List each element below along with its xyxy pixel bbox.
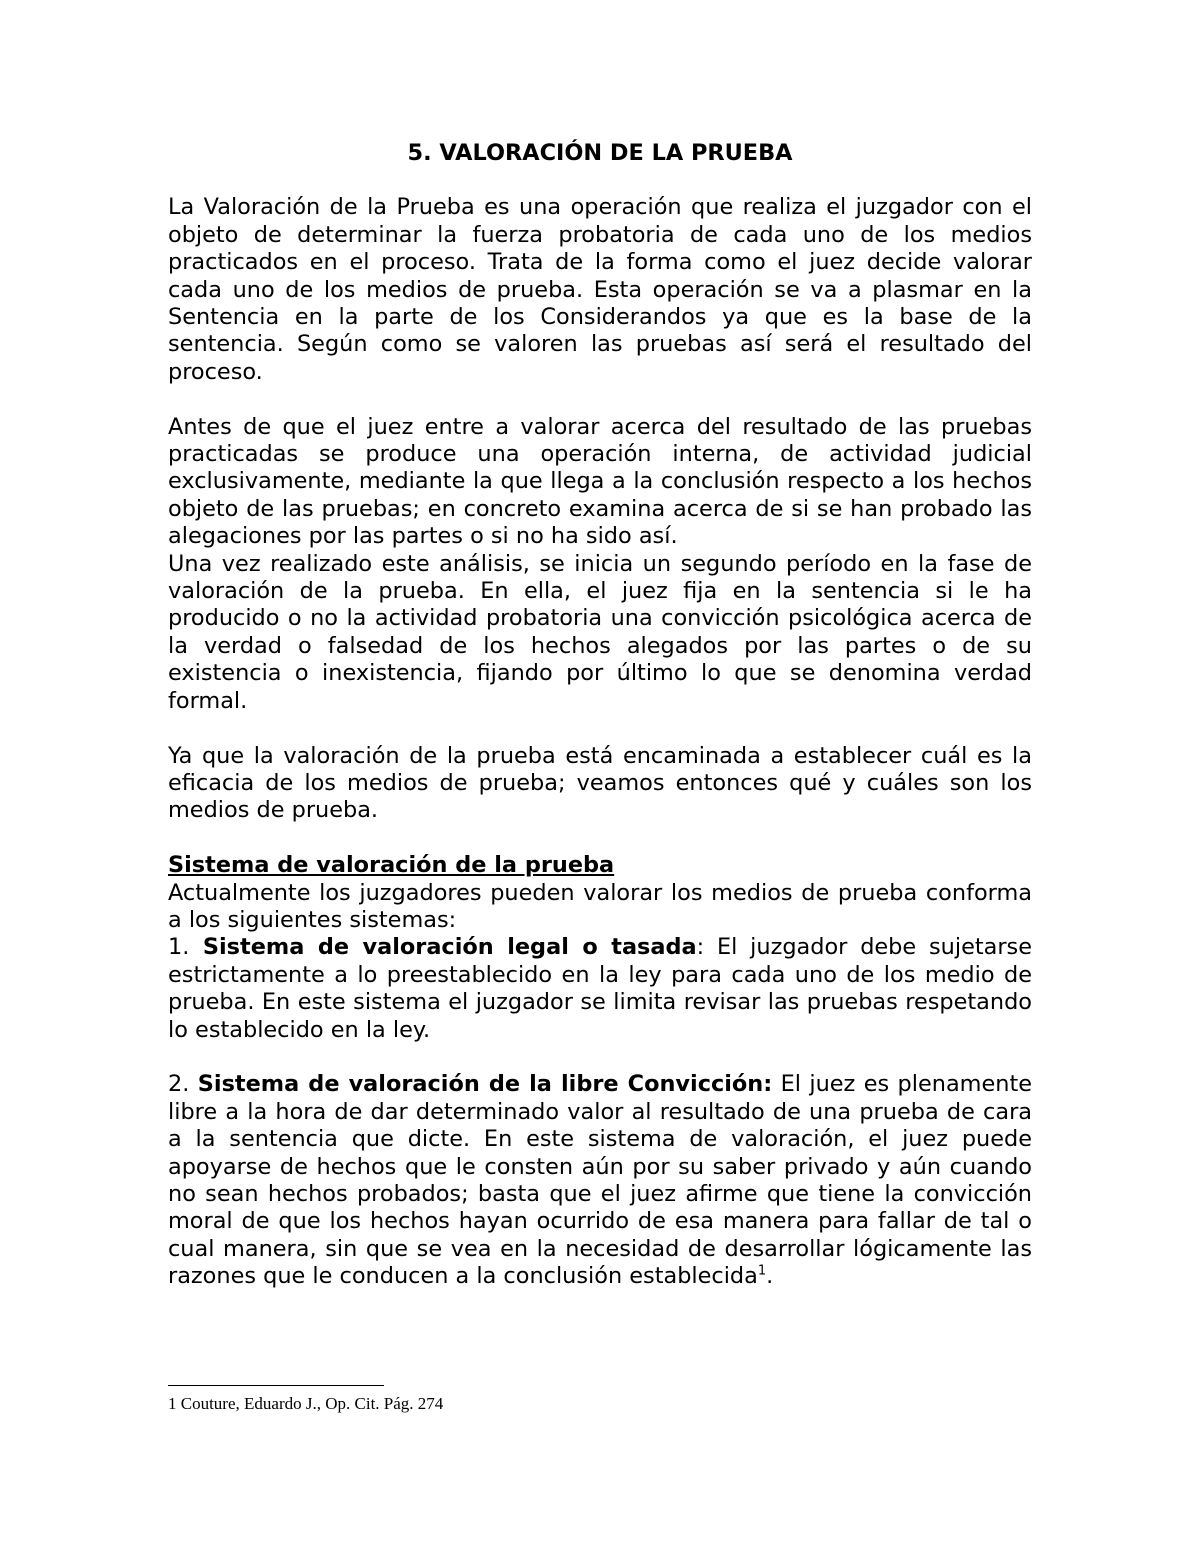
list-item-sistema-legal <box>168 934 1032 1044</box>
section-heading <box>168 852 1032 879</box>
page-title: 5. VALORACIÓN DE LA PRUEBA <box>407 140 793 166</box>
list-item-number: 1. <box>168 934 190 961</box>
section-intro: Actualmente los juzgadores pueden valorar los medios de prueba conforma a los siguientes sistemas: <box>168 879 1032 933</box>
footnote-text: 1 Couture, Eduardo J., Op. Cit. Pág. 274 <box>168 1394 444 1413</box>
list-item-number: 2. <box>168 1071 198 1098</box>
paragraph-segundo-periodo: Una vez realizado este análisis, se inicia un segundo período en la fase de valoración de la prueba. En ella, el juez fija en la sentencia si le ha producido o no la actividad probatoria una convicción psicológica acerca de la verdad o falsedad de los hechos alegados por las partes o de su existencia o inexistencia, fijando por último lo que se denomina verdad formal. <box>168 550 1032 714</box>
paragraph-eficacia-medios: Ya que la valoración de la prueba está encaminada a establecer cuál es la eficacia de los medios de prueba; veamos entonces qué y cuáles son los medios de prueba. <box>168 742 1032 824</box>
list-item-end: . <box>766 1263 774 1290</box>
document-body <box>168 140 1032 1291</box>
list-item-term: Sistema de valoración de la libre Convicción: <box>197 1071 773 1098</box>
paragraph-operacion-interna: Antes de que el juez entre a valorar acerca del resultado de las pruebas practicadas se produce una operación interna, de actividad judicial exclusivamente, mediante la que llega a la conclusión respecto a los hechos objeto de las pruebas; en concreto examina acerca de si se han probado las alegaciones por las partes o si no ha sido así. <box>168 413 1032 550</box>
list-item-sistema-libre-conviccion <box>168 1071 1032 1290</box>
footnote-separator <box>168 1385 384 1386</box>
list-item-term: Sistema de valoración legal o tasada <box>189 934 697 961</box>
section-heading-text: Sistema de valoración de la prueba <box>168 852 615 879</box>
list-item-text: : El juzgador debe sujetarse estrictamente a lo preestablecido en la ley para cada uno de los medio de prueba. En este sistema el juzgador se limita revisar las pruebas respetando lo establecido en la ley. <box>168 934 1032 1043</box>
footnote-reference[interactable]: 1 <box>757 1263 767 1279</box>
list-item-text: El juez es plenamente libre a la hora de dar determinado valor al resultado de una prueba de cara a la sentencia que dicte. En este sistema de valoración, el juez puede apoyarse de hechos que le consten aún por su saber privado y aún cuando no sean hechos probados; basta que el juez afirme que tiene la convicción moral de que los hechos hayan ocurrido de esa manera para fallar de tal o cual manera, sin que se vea en la necesidad de desarrollar lógicamente las razones que le conducen a la conclusión establecida <box>168 1071 1032 1290</box>
paragraph-valoracion-definicion: La Valoración de la Prueba es una operación que realiza el juzgador con el objeto de determinar la fuerza probatoria de cada uno de los medios practicados en el proceso. Trata de la forma como el juez decide valorar cada uno de los medios de prueba. Esta operación se va a plasmar en la Sentencia en la parte de los Considerandos ya que es la base de la sentencia. Según como se valoren las pruebas así será el resultado del proceso. <box>168 194 1032 385</box>
